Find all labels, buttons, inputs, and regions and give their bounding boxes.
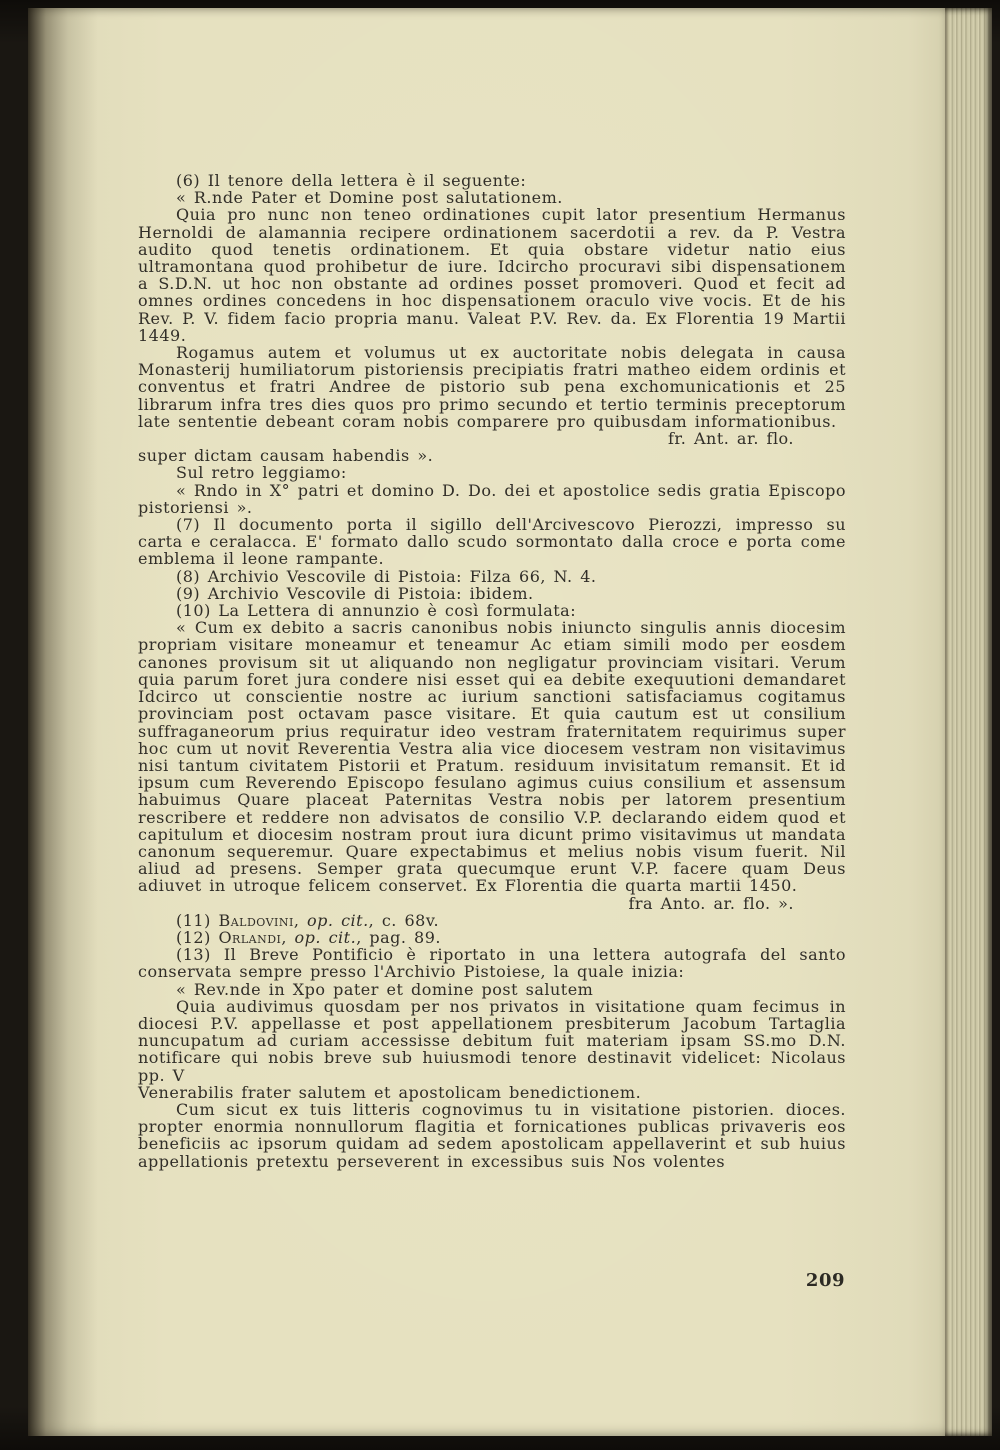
paragraph — [138, 946, 846, 980]
page-edges — [945, 8, 992, 1436]
paragraph — [138, 895, 846, 912]
text-run: Venerabilis frater salutem et apostolicam benedictionem. — [138, 1082, 642, 1102]
text-run: , pag. 89. — [356, 927, 441, 947]
paragraph — [138, 585, 846, 602]
text-run: Sul retro leggiamo: — [176, 463, 347, 483]
text-run: (7) Il documento porta il sigillo dell'Arcivescovo Pierozzi, impresso su carta e ceralacca. E' formato dallo scudo sormontato dalla croce e porta come emblema il leone rampante. — [138, 515, 846, 569]
paragraph — [138, 464, 846, 481]
text-run: , — [281, 927, 295, 947]
text-run: (12) — [176, 927, 219, 947]
paragraph — [138, 447, 846, 464]
text-run: Orlandi — [218, 927, 282, 947]
text-run: (6) Il tenore della lettera è il seguente: — [176, 171, 527, 190]
paragraph — [138, 1084, 846, 1101]
paragraph — [138, 1101, 846, 1170]
text-run: Rogamus autem et volumus ut ex auctoritate nobis delegata in causa Monasterij humiliatorum pistoriensis precipiatis fratri matheo eidem ordinis et conventus et fratri Andree de pistorio sub pena exchomunicationis et 25 librarum infra tres dies quos pro primo secundo et tertio terminis preceptorum late sententie debeant coram nobis comparere pro quibusdam informationibus. — [138, 343, 846, 431]
paragraph — [138, 206, 846, 344]
text-run: (13) Il Breve Pontificio è riportato in una lettera autografa del santo conservata sempre presso l'Archivio Pistoiese, la quale inizia: — [138, 945, 846, 982]
text-run: (11) — [176, 910, 219, 930]
text-run: fra Anto. ar. flo. ». — [628, 893, 794, 913]
paragraph — [138, 568, 846, 585]
paragraph — [138, 602, 846, 619]
text-run: fr. Ant. ar. flo. — [667, 429, 794, 449]
paragraph — [138, 912, 846, 929]
text-run: Quia pro nunc non teneo ordinationes cupit lator presentium Hermanus Hernoldi de alamannia recipere ordinationem sacerdotii a rev. da P. Vestra audito quod tenetis ordinationem. Et quia obstare videtur natio eius ultramontana quod prohibetur de iure. Idcircho procuravi sibi dispensationem a S.D.N. ut hoc non obstante ad ordines posset promoveri. Quod et fecit ad omnes ordines concedens in hoc dispensationem oraculo vive vocis. Et de his Rev. P. V. fidem facio propria manu. Valeat P.V. Rev. da. Ex Florentia 19 Martii 1449. — [138, 205, 846, 345]
paragraph — [138, 189, 846, 206]
text-run: « Rndo in X° patri et domino D. Do. dei et apostolice sedis gratia Episcopo pistoriensi ». — [138, 480, 846, 517]
text-run: (8) Archivio Vescovile di Pistoia: Filza 66, N. 4. — [176, 566, 597, 586]
text-run: « Cum ex debito a sacris canonibus nobis iniuncto singulis annis diocesim propriam visitare moneamur et teneamur Ac etiam simili modo per eosdem canones provisum sit ut aliquando non negligatur provinciam visitari. Verum quia parum foret jura condere nisi esset qui ea debite exequutioni demandaret Idcirco ut conscientie nostre ac iurium sanctioni satisfaciamus cogitamus provinciam post octavam pasce visitare. Et quia cautum est ut consilium suffraganeorum prius requiratur ideo vestram fraternitatem requirimus super hoc cum ut novit Reverentia Vestra alia vice diocesem vestram non visitavimus nisi tantum civitatem Pistorii et Pratum. residuum invisitatum remansit. Et id ipsum cum Reverendo Episcopo fesulano agimus cuius consilium et assensum habuimus Quare placeat Paternitas Vestra nobis per latorem presentium rescribere et reddere non advisatos de consilio V.P. declarando eidem quod et capitulum et diocesim nostram prout iura dicunt primo visitavimus ut mandata canonum sequeremur. Quare expectabimus et melius nobis visum fuerit. Nil aliud ad presens. Semper grata quecumque erunt V.P. facere quam Deus adiuvet in utroque felicem conservet. Ex Florentia die quarta martii 1450. — [138, 618, 846, 896]
text-run: (10) La Lettera di annunzio è così formulata: — [176, 601, 577, 621]
text-run: op. cit. — [307, 910, 369, 930]
paragraph — [138, 619, 846, 894]
text-run: , — [293, 910, 308, 930]
text-run: , c. 68v. — [368, 910, 440, 930]
paragraph — [138, 998, 846, 1084]
paragraph — [138, 482, 846, 516]
paragraph — [138, 430, 846, 447]
text-run: (9) Archivio Vescovile di Pistoia: ibidem. — [176, 583, 534, 603]
paragraph — [138, 516, 846, 568]
text-run: « R.nde Pater et Domine post salutationem. — [176, 188, 563, 208]
page-paper — [28, 8, 945, 1436]
text-run: super dictam causam habendis ». — [138, 446, 434, 466]
text-run: « Rev.nde in Xpo pater et domine post salutem — [176, 979, 594, 999]
page-number: 209 — [805, 1270, 845, 1291]
text-run: Cum sicut ex tuis litteris cognovimus tu in visitatione pistorien. dioces. propter enormia nonnullorum flagitia et fornicationes publicas privaveris eos beneficiis ac ipsorum quidam ad sedem apostolicam appellaverint et sub huius appellationis pretextu perseverent in excessibus suis Nos volentes — [138, 1099, 846, 1171]
paragraph — [138, 981, 846, 998]
text-run: op. cit. — [294, 927, 357, 947]
paragraph — [138, 344, 846, 430]
paragraph — [138, 172, 846, 189]
paragraph — [138, 929, 846, 946]
text-run: Baldovini — [218, 910, 294, 930]
book-binding-shadow — [28, 8, 98, 1436]
page-text — [138, 172, 846, 1170]
text-run: Quia audivimus quosdam per nos privatos in visitatione quam fecimus in diocesi P.V. appellasse et post appellationem presbiterum Jacobum Tartaglia nuncupatum ad curiam accessisse debitum fuit materiam ipsam SS.mo D.N. notificare qui nobis breve sub huiusmodi tenore destinavit videlicet: Nicolaus pp. V — [138, 996, 846, 1085]
